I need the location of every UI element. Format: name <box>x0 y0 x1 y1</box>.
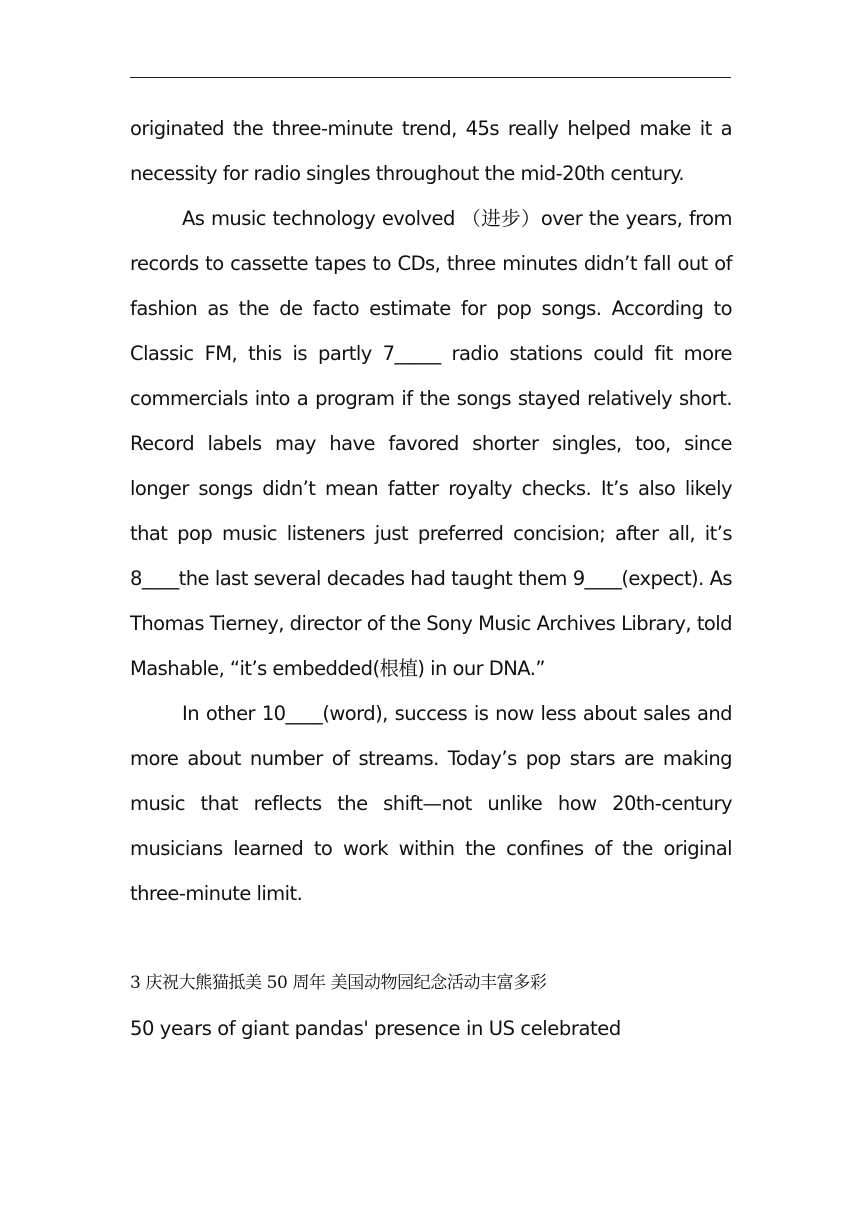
section-heading-chinese: 3 庆祝大熊猫抵美 50 周年 美国动物园纪念活动丰富多彩 <box>130 973 547 993</box>
paragraph-2: As music technology evolved （进步）over the years, from records to cassette tapes to CDs, three minutes didn’t fall out of fashion as the de facto estimate for pop songs. According to Classic FM, this is partly 7_____ radio stations could fit more commercials into a program if the songs stayed relatively short. Record labels may have favored shorter singles, too, since longer songs didn’t mean fatter royalty checks. It’s also likely that pop music listeners just preferred concision; after all, it’s 8____the last several decades had taught them 9____(expect). As Thomas Tierney, director of the Sony Music Archives Library, told Mashable, “it’s embedded(根植) in our DNA.” <box>130 207 732 680</box>
next-section <box>130 961 750 1051</box>
header-rule <box>130 77 731 78</box>
passage-body <box>130 106 732 916</box>
paragraph-1: originated the three-minute trend, 45s really helped make it a necessity for radio singles throughout the mid-20th century. <box>130 117 732 185</box>
section-heading-english: 50 years of giant pandas' presence in US celebrated <box>130 1017 621 1040</box>
paragraph-3: In other 10____(word), success is now less about sales and more about number of streams. Today’s pop stars are making music that reflects the shift—not unlike how 20th-century musicians learned to work within the confines of the original three-minute limit. <box>130 702 732 905</box>
